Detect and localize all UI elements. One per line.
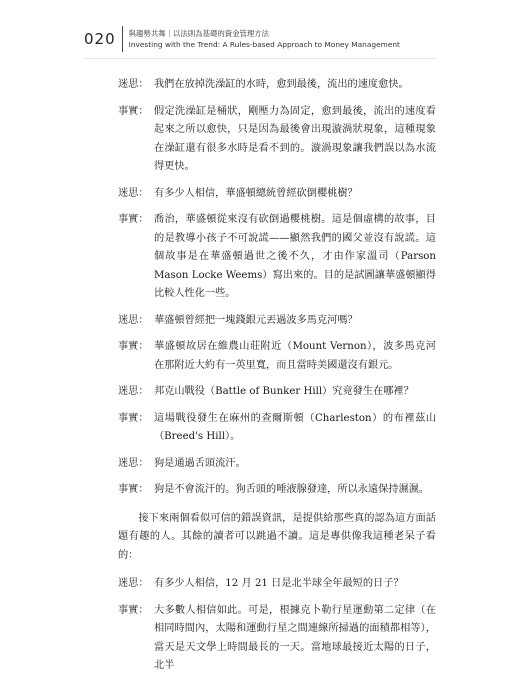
myth-text: 華盛頓曾經把一塊錢銀元丟過波多馬克河嗎？ (154, 314, 358, 326)
body-paragraph: 接下來兩個看似可信的錯誤資訊，是提供給那些真的認為這方面話題有趣的人。其餘的讀者可以跳過不讀。這是專供像我這種老呆子看的： (118, 512, 436, 561)
myth-label: 迷思： (118, 187, 149, 199)
page-body (118, 76, 436, 684)
fact-entry (118, 338, 436, 375)
myth-entry (118, 455, 436, 474)
fact-text: 大多數人相信如此。可是，根據克卜勒行星運動第二定律（在相同時間內，太陽和運動行星之間連線所掃過的面積都相等），當天是天文學上時間最長的一天。當地球最接近太陽的日子，北半 (154, 604, 436, 671)
myth-text: 邦克山戰役（Battle of Bunker Hill）究竟發生在哪裡？ (154, 386, 414, 397)
fact-entry (118, 410, 436, 447)
myth-label: 迷思： (118, 578, 149, 589)
myth-text: 有多少人相信，12 月 21 日是北半球全年最短的日子？ (154, 578, 404, 589)
fact-label: 事實： (118, 412, 149, 424)
header-separator (122, 26, 123, 52)
myth-label: 迷思： (118, 314, 149, 326)
myth-entry (118, 185, 436, 204)
fact-entry (118, 602, 436, 676)
fact-text: 假定洗澡缸是桶狀，剛壓力為固定，愈到最後，流出的速度看起來之所以愈快，只是因為最後會出現漩渦狀現象，這種現象在澡缸還有很多水時是看不到的。漩渦現象讓我們誤以為水流得更快。 (154, 105, 436, 172)
myth-text: 狗是通過舌頭流汗。 (154, 457, 246, 469)
fact-entry (118, 481, 436, 500)
fact-label: 事實： (118, 214, 149, 225)
fact-label: 事實： (118, 604, 149, 616)
fact-text: 喬治，華盛頓從來沒有砍倒過櫻桃樹。這是個虛構的故事，目的是教導小孩子不可說謊——顯然我們的國父並沒有說謊。這個故事是在華盛頓過世之後不久，才由作家溫司（Parson Mason Locke Weems）寫出來的。目的是試圖讓華盛頓顯得比較人性化一些。 (154, 214, 436, 299)
fact-text: 華盛頓故居在維農山莊附近（Mount Vernon），波多馬克河在那附近大約有一英里寬，而且當時美國還沒有銀元。 (154, 341, 436, 371)
myth-entry (118, 383, 436, 402)
myth-text: 我們在放掉洗澡缸的水時，愈到最後，流出的速度愈快。 (154, 79, 409, 90)
book-title-english: Investing with the Trend: A Rules-based Approach to Money Management (128, 40, 400, 49)
myth-label: 迷思： (118, 457, 149, 469)
running-header (84, 26, 400, 52)
myth-entry (118, 76, 436, 95)
myth-text: 有多少人相信，華盛頓總統曾經砍倒櫻桃樹？ (154, 187, 358, 199)
header-titles (129, 28, 400, 50)
header-rule (84, 58, 436, 59)
fact-label: 事實： (118, 341, 149, 352)
myth-label: 迷思： (118, 79, 149, 90)
myth-label: 迷思： (118, 386, 149, 397)
myth-entry (118, 312, 436, 331)
fact-label: 事實： (118, 105, 149, 117)
fact-entry (118, 103, 436, 177)
page-number: 020 (84, 30, 116, 48)
fact-text: 這場戰役發生在麻州的查爾斯頓（Charleston）的布裡茲山（Breed's Hill）。 (154, 412, 436, 442)
fact-label: 事實： (118, 484, 149, 495)
book-title-chinese: 與趨勢共舞｜以法則為基礎的資金管理方法 (128, 29, 270, 38)
fact-text: 狗是不會流汗的。狗舌頭的唾液腺發達，所以永遠保持濕濕。 (154, 484, 430, 495)
myth-entry (118, 575, 436, 594)
fact-entry (118, 211, 436, 304)
